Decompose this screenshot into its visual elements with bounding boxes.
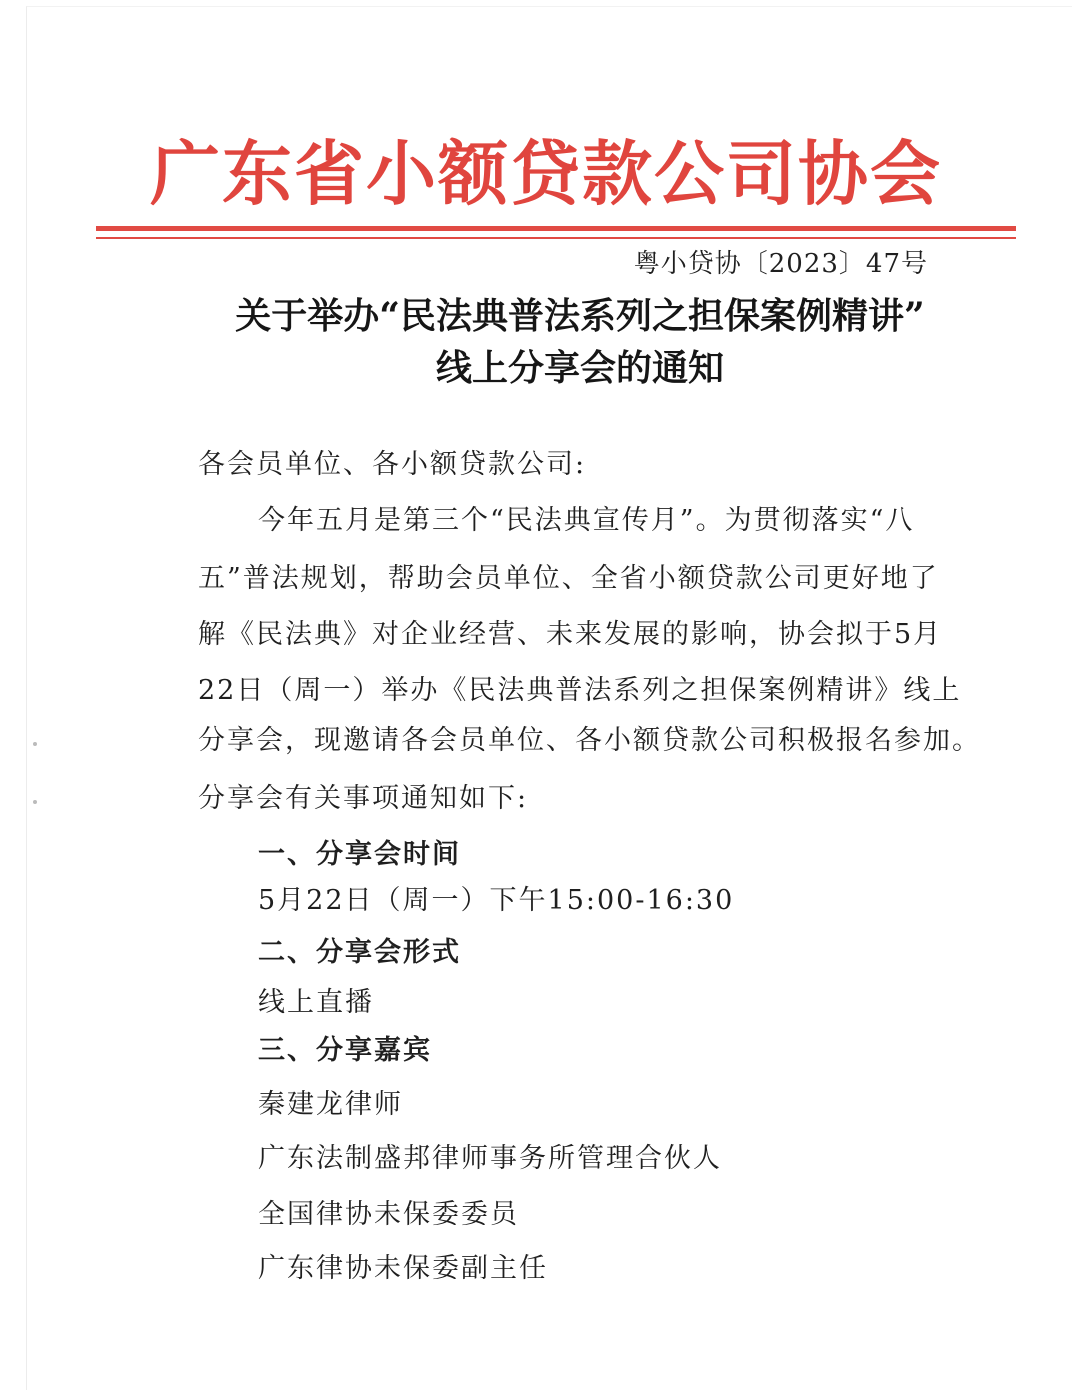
- title-line-2: 线上分享会的通知: [435, 347, 724, 389]
- scan-mark: [33, 800, 37, 804]
- guest-line: 广东律协未保委副主任: [258, 1253, 548, 1284]
- guest-line: 秦建龙律师: [258, 1089, 403, 1120]
- section-heading-guest: 三、分享嘉宾: [258, 1035, 432, 1066]
- org-header: 广东省小额贷款公司协会: [150, 132, 942, 215]
- section-content-time: 5月22日（周一）下午15:00-16:30: [258, 885, 735, 916]
- header-rule-thin: [96, 237, 1016, 239]
- body-line: 今年五月是第三个“民法典宣传月”。为贯彻落实“八: [258, 505, 915, 536]
- salutation: 各会员单位、各小额贷款公司:: [198, 449, 587, 480]
- guest-line: 广东法制盛邦律师事务所管理合伙人: [258, 1143, 722, 1174]
- guest-line: 全国律协未保委委员: [258, 1199, 519, 1230]
- title-line-1: 关于举办“民法典普法系列之担保案例精讲”: [235, 295, 925, 337]
- body-line: 分享会有关事项通知如下:: [198, 783, 529, 814]
- body-line: 分享会，现邀请各会员单位、各小额贷款公司积极报名参加。: [198, 725, 981, 756]
- scan-mark: [33, 742, 37, 746]
- section-heading-time: 一、分享会时间: [258, 839, 461, 870]
- body-line: 22日（周一）举办《民法典普法系列之担保案例精讲》线上: [198, 675, 962, 706]
- document-number: 粤小贷协〔2023〕47号: [633, 249, 928, 279]
- section-content-format: 线上直播: [258, 987, 374, 1018]
- body-line: 解《民法典》对企业经营、未来发展的影响，协会拟于5月: [198, 619, 943, 650]
- body-line: 五”普法规划，帮助会员单位、全省小额贷款公司更好地了: [198, 563, 939, 594]
- section-heading-format: 二、分享会形式: [258, 937, 461, 968]
- header-rule-thick: [96, 226, 1016, 231]
